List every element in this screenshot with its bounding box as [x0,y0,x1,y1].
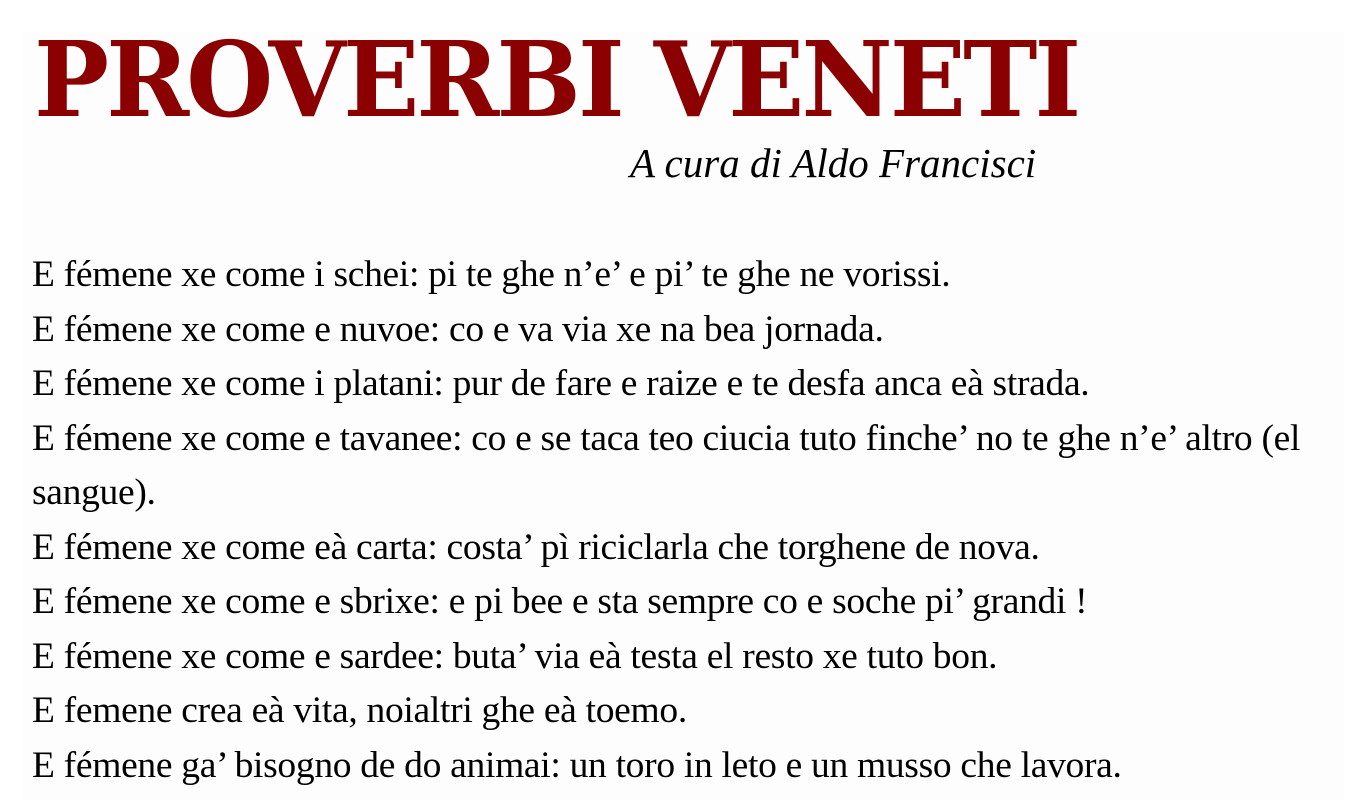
proverb-item: E fémene xe come e sardee: buta’ via eà testa el resto xe tuto bon. [32,635,998,677]
proverb-list [32,248,1342,793]
proverb-item: E fémene xe come e tavanee: co e se taca teo ciucia tuto finche’ no te ghe n’e’ altro (el sangue). [32,417,1301,513]
proverb-item: E fémene xe come i schei: pi te ghe n’e’ e pi’ te ghe ne vorissi. [32,254,951,295]
proverb-item: E fémene xe come eà carta: costa’ pì riciclarla che torghene de nova. [32,526,1040,568]
page-subtitle: A cura di Aldo Francisci [630,140,1037,186]
proverb-item: E femene crea eà vita, noialtri ghe eà toemo. [32,690,687,731]
proverb-item: E fémene xe come e sbrixe: e pi bee e sta sempre co e soche pi’ grandi ! [32,581,1088,622]
proverb-item: E fémene xe come i platani: pur de fare e raize e te desfa anca eà strada. [32,363,1090,404]
proverb-item: E fémene ga’ bisogno de do animai: un toro in leto e un musso che lavora. [32,744,1122,786]
proverb-item: E fémene xe come e nuvoe: co e va via xe na bea jornada. [32,308,884,350]
page-title: PROVERBI VENETI [34,18,1079,141]
